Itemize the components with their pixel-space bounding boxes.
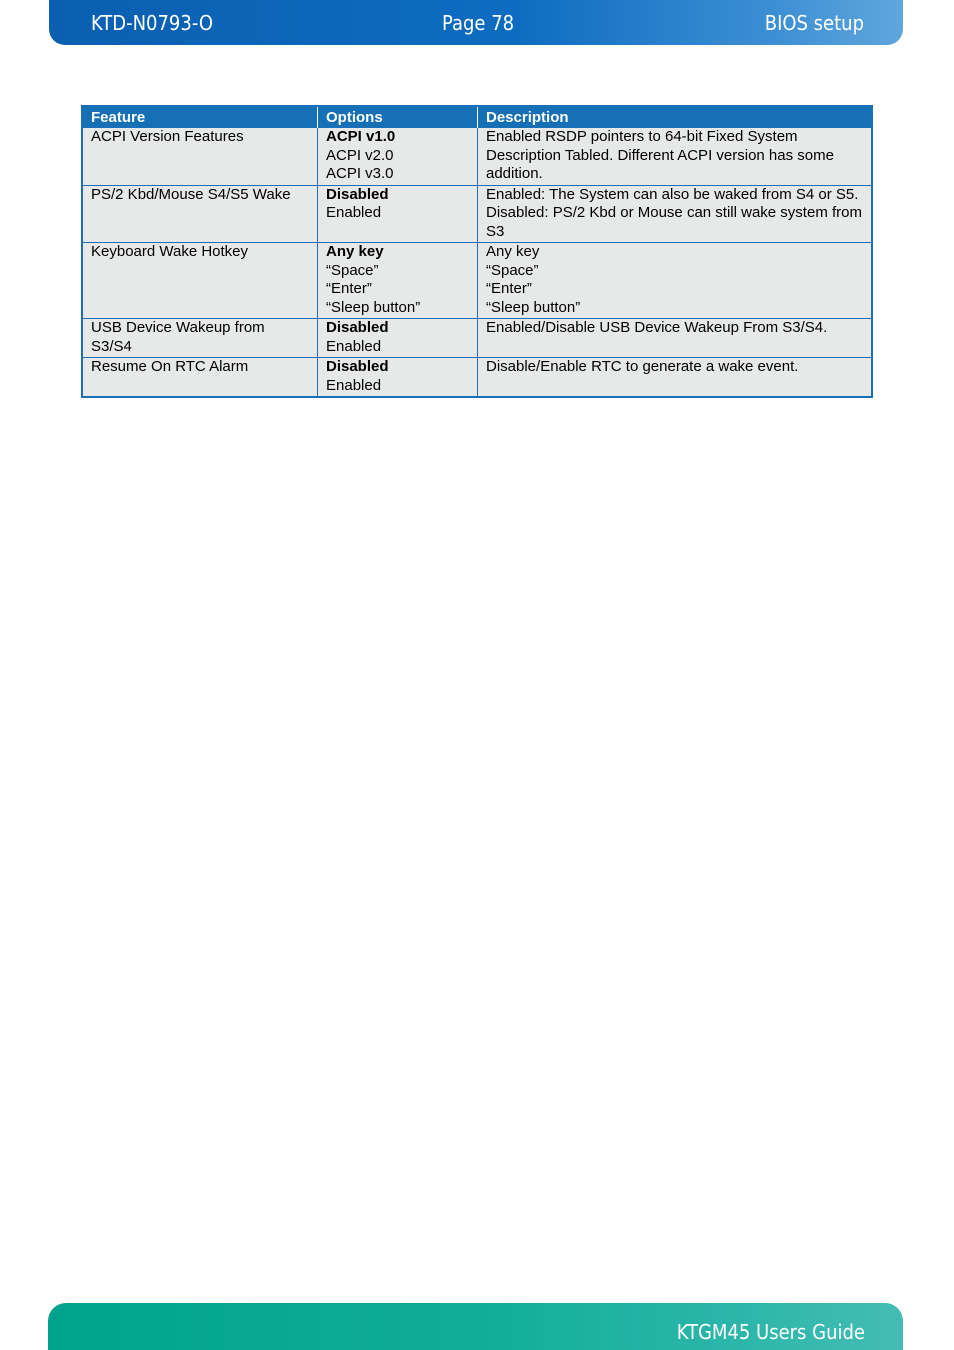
- description-line: “Sleep button”: [486, 298, 581, 316]
- feature-cell: PS/2 Kbd/Mouse S4/S5 Wake: [82, 185, 318, 243]
- table-row: [82, 128, 872, 186]
- options-cell: [318, 128, 478, 186]
- option: “Enter”: [326, 280, 372, 297]
- description-cell: [478, 185, 873, 243]
- description-cell: [478, 243, 873, 319]
- option: Enabled: [326, 337, 382, 355]
- description-line: Enabled RSDP pointers to 64-bit Fixed System Description Tabled. Different ACPI version has some addition.: [486, 128, 834, 182]
- options-cell: [318, 243, 478, 319]
- option: Enabled: [326, 376, 382, 394]
- table-row: [82, 243, 872, 319]
- guide-title: KTGM45 Users Guide: [676, 1320, 865, 1344]
- option: “Space”: [326, 261, 379, 279]
- feature-cell: Keyboard Wake Hotkey: [82, 243, 318, 319]
- description-line: Enabled: The System can also be waked from S4 or S5.: [486, 185, 859, 203]
- table-row: [82, 185, 872, 243]
- option: “Sleep button”: [326, 298, 421, 316]
- table-row: [82, 358, 872, 398]
- description-line: Any key: [486, 243, 540, 260]
- document-id: KTD-N0793-O: [91, 11, 214, 35]
- table-header-row: [82, 106, 872, 128]
- description-cell: [478, 358, 873, 398]
- option-default: Disabled: [326, 358, 389, 375]
- description-line: Disable/Enable RTC to generate a wake event.: [486, 358, 799, 375]
- options-cell: [318, 319, 478, 358]
- feature-cell: USB Device Wakeup from S3/S4: [82, 319, 318, 358]
- page-footer: [48, 1303, 903, 1350]
- description-line: Disabled: PS/2 Kbd or Mouse can still wake system from S3: [486, 204, 862, 240]
- column-header-description: Description: [478, 106, 873, 128]
- page-number: Page 78: [442, 11, 515, 35]
- column-header-options: Options: [318, 106, 478, 128]
- description-line: “Space”: [486, 261, 539, 279]
- feature-cell: Resume On RTC Alarm: [82, 358, 318, 398]
- page-header: [49, 0, 903, 45]
- description-cell: [478, 128, 873, 186]
- option-default: Disabled: [326, 185, 389, 203]
- description-line: “Enter”: [486, 280, 532, 297]
- option: Enabled: [326, 204, 382, 221]
- table-row: [82, 319, 872, 358]
- description-line: Enabled/Disable USB Device Wakeup From S3/S4.: [486, 319, 828, 336]
- options-cell: [318, 185, 478, 243]
- section-title: BIOS setup: [764, 11, 864, 35]
- option-default: Disabled: [326, 319, 389, 336]
- option-default: ACPI v1.0: [326, 128, 396, 145]
- description-cell: [478, 319, 873, 358]
- options-cell: [318, 358, 478, 398]
- option: ACPI v3.0: [326, 165, 394, 182]
- option: ACPI v2.0: [326, 146, 394, 164]
- option-default: Any key: [326, 243, 384, 260]
- column-header-feature: Feature: [82, 106, 318, 128]
- feature-cell: ACPI Version Features: [82, 128, 318, 186]
- bios-settings-table: [81, 105, 873, 398]
